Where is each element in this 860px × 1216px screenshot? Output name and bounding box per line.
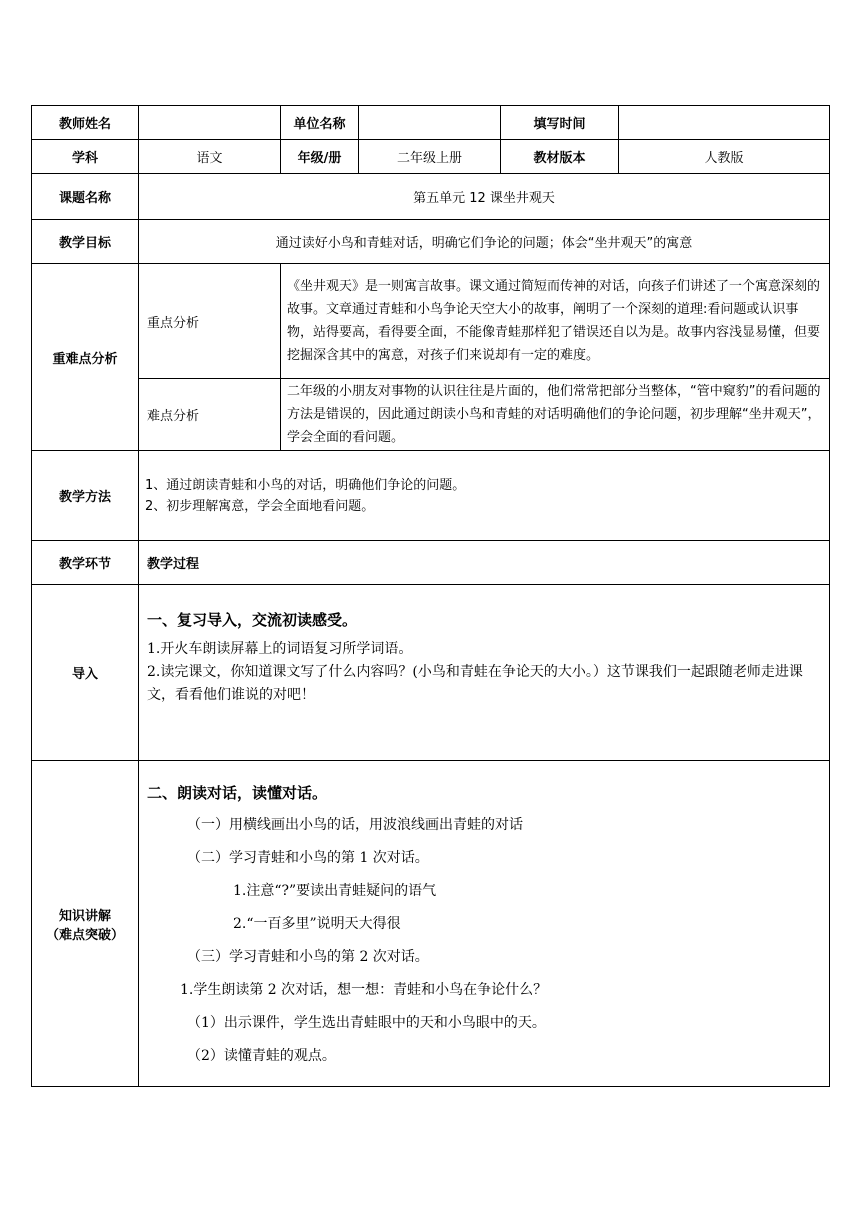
knowledge-line: 1.注意“?”要读出青蛙疑问的语气: [233, 883, 437, 899]
methods-content: [139, 451, 830, 541]
knowledge-content: [139, 761, 830, 1087]
intro-heading: 一、复习导入，交流初读感受。: [147, 611, 358, 629]
process-header-row: [32, 541, 830, 585]
edition-value: 人教版: [619, 140, 830, 174]
process-header-value: 教学过程: [139, 541, 830, 585]
difficulty-analysis-label: 难点分析: [139, 379, 281, 451]
knowledge-line: （三）学习青蛙和小鸟的第 2 次对话。: [187, 949, 429, 965]
lesson-title-row: [32, 174, 830, 220]
knowledge-label: [32, 761, 139, 1087]
header-row: [32, 106, 830, 140]
teacher-name-value: [139, 106, 281, 140]
unit-name-label: 单位名称: [281, 106, 359, 140]
knowledge-line: 2.“一百多里”说明天大得很: [233, 916, 401, 932]
intro-line: 2.读完课文，你知道课文写了什么内容吗？(小鸟和青蛙在争论天的大小。）这节课我们一起跟随老师走进课文，看看他们谁说的对吧！: [147, 664, 803, 703]
knowledge-line: （二）学习青蛙和小鸟的第 1 次对话。: [187, 850, 429, 866]
knowledge-line: 1.学生朗读第 2 次对话，想一想：青蛙和小鸟在争论什么？: [180, 982, 548, 998]
teacher-name-label: 教师姓名: [32, 106, 139, 140]
lesson-plan-table: [31, 105, 830, 1087]
intro-row: [32, 585, 830, 761]
intro-label: 导入: [32, 585, 139, 761]
subject-row: [32, 140, 830, 174]
difficulty-analysis-row: [32, 379, 830, 451]
goal-row: [32, 220, 830, 264]
process-stage-label: 教学环节: [32, 541, 139, 585]
difficulty-analysis-text: 二年级的小朋友对事物的认识往往是片面的，他们常常把部分当整体，“管中窥豹”的看问题的方法是错误的，因此通过朗读小鸟和青蛙的对话明确他们的争论问题，初步理解“坐井观天”，学会全面的看问题。: [281, 379, 830, 451]
subject-value: 语文: [139, 140, 281, 174]
goal-value: 通过读好小鸟和青蛙对话，明确它们争论的问题；体会“坐井观天”的寓意: [139, 220, 830, 264]
knowledge-row: [32, 761, 830, 1087]
grade-label: 年级/册: [281, 140, 359, 174]
methods-row: [32, 451, 830, 541]
unit-name-value: [359, 106, 501, 140]
grade-value: 二年级上册: [359, 140, 501, 174]
knowledge-label-line1: 知识讲解: [58, 908, 111, 924]
goal-label: 教学目标: [32, 220, 139, 264]
method-item: 2、初步理解寓意，学会全面地看问题。: [145, 498, 375, 514]
lesson-plan-page: [31, 105, 829, 1087]
lesson-title-label: 课题名称: [32, 174, 139, 220]
knowledge-line: （一）用横线画出小鸟的话，用波浪线画出青蛙的对话: [187, 817, 523, 833]
intro-content: [139, 585, 830, 761]
fill-date-label: 填写时间: [501, 106, 619, 140]
subject-label: 学科: [32, 140, 139, 174]
methods-label: 教学方法: [32, 451, 139, 541]
key-analysis-label: 重点分析: [139, 264, 281, 379]
knowledge-line: （2）读懂青蛙的观点。: [187, 1048, 336, 1064]
knowledge-line: （1）出示课件，学生选出青蛙眼中的天和小鸟眼中的天。: [187, 1015, 546, 1031]
key-analysis-row: [32, 264, 830, 379]
lesson-title-value: 第五单元 12 课坐井观天: [139, 174, 830, 220]
key-analysis-text: 《坐井观天》是一则寓言故事。课文通过简短而传神的对话，向孩子们讲述了一个寓意深刻的故事。文章通过青蛙和小鸟争论天空大小的故事，阐明了一个深刻的道理:看问题或认识事物，站得要高，看得要全面，不能像青蛙那样犯了错误还自以为是。故事内容浅显易懂，但要挖掘深含其中的寓意，对孩子们来说却有一定的难度。: [281, 264, 830, 379]
knowledge-heading: 二、朗读对话，读懂对话。: [147, 784, 328, 802]
intro-line: 1.开火车朗读屏幕上的词语复习所学词语。: [147, 641, 413, 657]
method-item: 1、通过朗读青蛙和小鸟的对话，明确他们争论的问题。: [145, 477, 466, 493]
fill-date-value: [619, 106, 830, 140]
knowledge-label-line2: （难点突破）: [45, 927, 124, 943]
edition-label: 教材版本: [501, 140, 619, 174]
analysis-label: 重难点分析: [32, 264, 139, 451]
